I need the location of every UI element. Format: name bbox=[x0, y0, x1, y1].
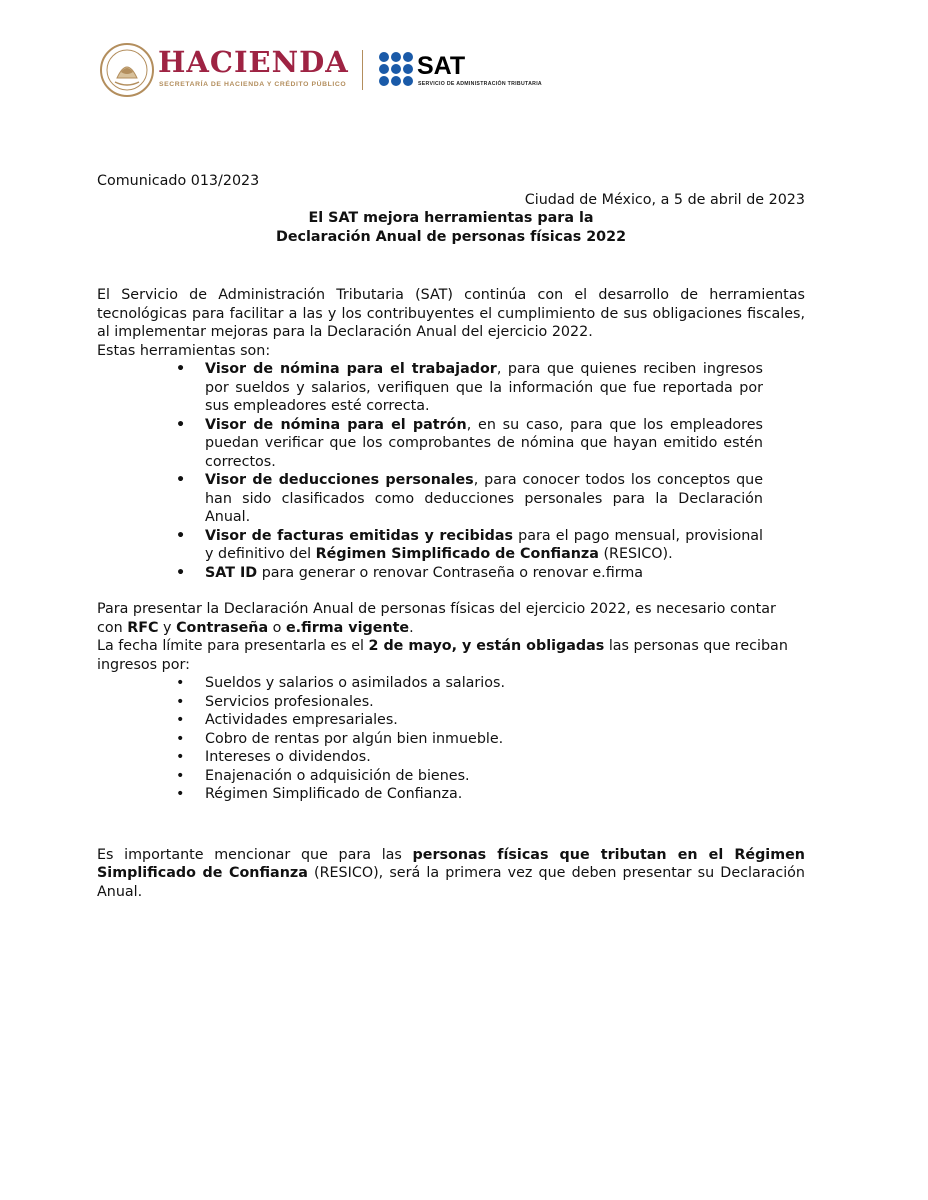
hacienda-subtitle: SECRETARÍA DE HACIENDA Y CRÉDITO PÚBLICO bbox=[159, 81, 347, 88]
tool-name: Visor de nómina para el trabajador bbox=[205, 361, 497, 377]
sat-dots-logo bbox=[378, 51, 414, 87]
list-item: • Servicios profesionales. bbox=[205, 693, 805, 712]
tool-description: , para que quienes reciben ingresos por sueldos y salarios, verifiquen que la información que fue reportada por sus empleadores esté correcta. bbox=[205, 361, 763, 414]
tool-name: SAT ID bbox=[205, 564, 258, 581]
text-run: y bbox=[158, 619, 177, 636]
regime-name: Régimen Simplificado de Confianza bbox=[315, 546, 599, 562]
requirements-paragraph bbox=[97, 600, 805, 637]
emphasis-password: Contraseña bbox=[176, 619, 269, 636]
title-line-1: El SAT mejora herramientas para la bbox=[308, 210, 594, 226]
list-item: • Régimen Simplificado de Confianza. bbox=[205, 785, 805, 804]
list-item bbox=[205, 360, 763, 416]
intro-paragraph: El Servicio de Administración Tributaria (SAT) continúa con el desarrollo de herramientas tecnológicas para facilitar a las y los contribuyentes el cumplimiento de sus obligaciones fiscales, al implementar mejoras para la Declaración Anual del ejercicio 2022. bbox=[97, 287, 805, 340]
income-types-list bbox=[97, 674, 805, 804]
list-item bbox=[205, 471, 763, 527]
list-item: • Enajenación o adquisición de bienes. bbox=[205, 767, 805, 786]
list-item: • Cobro de rentas por algún bien inmueble. bbox=[205, 730, 805, 749]
closing-paragraph bbox=[97, 846, 805, 902]
tool-name: Visor de nómina para el patrón bbox=[205, 416, 467, 433]
list-item: • Actividades empresariales. bbox=[205, 711, 805, 730]
document-body bbox=[97, 172, 805, 901]
text-run: La fecha límite para presentarla es el bbox=[97, 638, 369, 654]
letterhead bbox=[96, 42, 556, 102]
emphasis-efirma: e.firma vigente bbox=[285, 619, 410, 636]
tool-description: , en su caso, para que los empleadores puedan verificar que los comprobantes de nómina que hayan emitido estén correctos. bbox=[205, 416, 763, 470]
sat-title: SAT bbox=[417, 52, 466, 80]
tool-description: , para conocer todos los conceptos que han sido clasificados como deducciones personales para la Declaración Anual. bbox=[205, 472, 763, 525]
communique-reference: Comunicado 013/2023 bbox=[97, 173, 260, 189]
tools-lead: Estas herramientas son: bbox=[97, 342, 271, 359]
emphasis-rfc: RFC bbox=[127, 619, 159, 636]
text-run: Para presentar la Declaración Anual de personas físicas del ejercicio 2022, es necesario contar con bbox=[97, 601, 776, 636]
logo-divider bbox=[362, 50, 363, 90]
text-run: o bbox=[268, 619, 286, 636]
hacienda-title: HACIENDA bbox=[158, 45, 349, 79]
tool-name: Visor de deducciones personales bbox=[205, 472, 474, 488]
text-run: Es importante mencionar que para las bbox=[97, 846, 413, 863]
tool-description: para el pago mensual, provisional y definitivo del bbox=[205, 527, 763, 562]
tool-name: Visor de facturas emitidas y recibidas bbox=[205, 527, 514, 544]
list-item: • Sueldos y salarios o asimilados a salarios. bbox=[205, 674, 805, 693]
place-date: Ciudad de México, a 5 de abril de 2023 bbox=[524, 191, 805, 208]
national-seal-logo bbox=[99, 42, 155, 98]
tool-description-end: (RESICO). bbox=[598, 546, 673, 562]
tools-list bbox=[97, 360, 805, 582]
document-title bbox=[97, 209, 805, 246]
list-item: • Intereses o dividendos. bbox=[205, 748, 805, 767]
list-item bbox=[205, 416, 763, 472]
text-run: (RESICO), será la primera vez que deben presentar su Declaración Anual. bbox=[97, 865, 805, 900]
emphasis-resico: personas físicas que tributan en el Régimen Simplificado de Confianza bbox=[97, 846, 805, 881]
list-item bbox=[205, 527, 763, 564]
text-run: las personas que reciban ingresos por: bbox=[97, 638, 788, 673]
deadline-paragraph bbox=[97, 637, 805, 674]
title-line-2: Declaración Anual de personas físicas 2022 bbox=[275, 228, 627, 245]
text-run: . bbox=[409, 619, 414, 636]
sat-subtitle: SERVICIO DE ADMINISTRACIÓN TRIBUTARIA bbox=[418, 81, 542, 87]
tool-description: para generar o renovar Contraseña o renovar e.firma bbox=[257, 564, 644, 581]
emphasis-deadline: 2 de mayo, y están obligadas bbox=[368, 638, 605, 654]
list-item bbox=[205, 564, 763, 583]
